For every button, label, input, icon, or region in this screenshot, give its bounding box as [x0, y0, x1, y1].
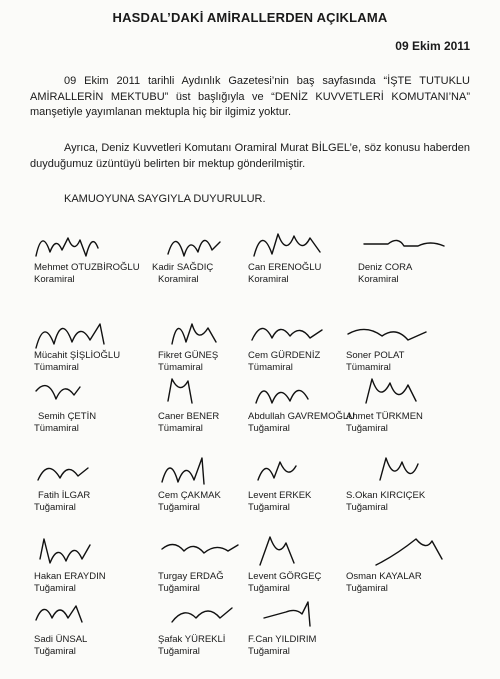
- signatory-rank: Tuğamiral: [34, 583, 76, 594]
- signature-entry: [358, 226, 500, 286]
- signature-stroke: [168, 379, 192, 403]
- signatory-rank: Tuğamiral: [248, 423, 290, 434]
- signature-stroke: [252, 328, 322, 340]
- signatory-rank: Tümamiral: [34, 423, 79, 434]
- signature-stroke: [36, 324, 104, 348]
- signatory-rank: Tümamiral: [34, 362, 79, 373]
- handwritten-signature: [34, 535, 144, 575]
- signature-entry: [346, 454, 496, 514]
- handwritten-signature: [346, 375, 456, 415]
- signature-stroke: [366, 379, 416, 403]
- signatory-rank: Tuğamiral: [248, 646, 290, 657]
- signatory-rank: Koramiral: [34, 274, 75, 285]
- handwritten-signature: [248, 598, 358, 638]
- signatory-rank: Tuğamiral: [248, 502, 290, 513]
- signature-stroke: [172, 324, 216, 344]
- signature-stroke: [172, 608, 232, 622]
- handwritten-signature: [34, 226, 144, 266]
- handwritten-signature: [34, 454, 144, 494]
- signatory-name: Ahmet TÜRKMEN: [346, 411, 423, 422]
- signature-entry: [346, 535, 496, 595]
- signature-stroke: [38, 468, 88, 480]
- document-title: HASDAL’DAKİ AMİRALLERDEN AÇIKLAMA: [112, 10, 388, 25]
- signatory-name: Caner BENER: [158, 411, 220, 422]
- signatory-name: Şafak YÜREKLİ: [158, 634, 226, 645]
- handwritten-signature: [34, 314, 144, 354]
- handwritten-signature: [248, 375, 358, 415]
- signatory-rank: Tuğamiral: [346, 583, 388, 594]
- signatory-rank: Tuğamiral: [34, 646, 76, 657]
- closing-line: KAMUOYUNA SAYGIYLA DUYURULUR.: [64, 193, 266, 205]
- paragraph-2: Ayrıca, Deniz Kuvvetleri Komutanı Oramiral Murat BİLGEL’e, söz konusu haberden duyduğumuz üzüntüyü belirten bir mektup gönderilmiştir.: [30, 142, 470, 170]
- signatory-rank: Tuğamiral: [34, 502, 76, 513]
- signatory-name: Levent ERKEK: [248, 490, 312, 501]
- signatory-rank: Tuğamiral: [248, 583, 290, 594]
- signature-stroke: [260, 537, 294, 565]
- signature-stroke: [168, 240, 220, 256]
- signature-entry: [346, 375, 496, 435]
- signatory-name: Can ERENOĞLU: [248, 262, 322, 273]
- paragraph-1: 09 Ekim 2011 tarihli Aydınlık Gazetesi’nin baş sayfasında “İŞTE TUTUKLU AMİRALLERİN MEKTUBU” üst başlığıyla ve “DENİZ KUVVETLERİ KOMUTANI’NA” manşetiyle yayımlanan mektupla hiç bir ilgimiz yoktur.: [30, 75, 470, 118]
- handwritten-signature: [248, 314, 358, 354]
- signatory-name: Kadir SAĞDIÇ: [152, 262, 214, 273]
- signatory-name: Turgay ERDAĞ: [158, 571, 224, 582]
- signature-stroke: [258, 462, 296, 480]
- signature-stroke: [40, 539, 90, 563]
- handwritten-signature: [248, 454, 358, 494]
- signatory-rank: Koramiral: [358, 274, 399, 285]
- signatory-rank: Tuğamiral: [158, 646, 200, 657]
- document-date: 09 Ekim 2011: [395, 39, 470, 53]
- signature-stroke: [162, 458, 204, 484]
- handwritten-signature: [248, 535, 358, 575]
- signature-stroke: [348, 329, 426, 340]
- signatory-name: Sadi ÜNSAL: [34, 634, 88, 645]
- signatory-name: Fikret GÜNEŞ: [158, 350, 219, 361]
- signature-stroke: [380, 458, 418, 480]
- signatory-name: Semih ÇETİN: [38, 411, 97, 422]
- signatory-name: Levent GÖRGEÇ: [248, 571, 322, 582]
- signatory-name: Fatih İLGAR: [38, 490, 91, 501]
- signatory-name: Cem GÜRDENİZ: [248, 350, 321, 361]
- signatory-rank: Tümamiral: [158, 423, 203, 434]
- signature-stroke: [364, 240, 444, 246]
- signature-stroke: [36, 386, 80, 399]
- handwritten-signature: [346, 454, 456, 494]
- signature-stroke: [162, 544, 238, 553]
- signature-stroke: [264, 602, 310, 626]
- signature-stroke: [254, 234, 320, 256]
- handwritten-signature: [34, 598, 144, 638]
- signatory-rank: Tuğamiral: [346, 502, 388, 513]
- signature-stroke: [376, 539, 442, 565]
- signature-entry: [248, 598, 398, 658]
- handwritten-signature: [358, 226, 468, 266]
- handwritten-signature: [34, 375, 144, 415]
- signatory-name: Deniz CORA: [358, 262, 413, 273]
- signatory-name: F.Can YILDIRIM: [248, 634, 317, 645]
- signature-stroke: [256, 390, 308, 403]
- signatory-name: Mehmet OTUZBİROĞLU: [34, 262, 140, 273]
- signature-entry: [346, 314, 496, 374]
- signatory-rank: Tümamiral: [346, 362, 391, 373]
- signatory-rank: Tümamiral: [248, 362, 293, 373]
- signatory-rank: Tuğamiral: [346, 423, 388, 434]
- signature-stroke: [36, 606, 82, 622]
- signatory-name: Cem ÇAKMAK: [158, 490, 221, 501]
- handwritten-signature: [248, 226, 358, 266]
- signatory-rank: Koramiral: [158, 274, 199, 285]
- signatory-rank: Tuğamiral: [158, 583, 200, 594]
- signatory-rank: Koramiral: [248, 274, 289, 285]
- signatory-name: Mücahit ŞİŞLİOĞLU: [34, 350, 121, 361]
- signature-stroke: [36, 238, 98, 256]
- handwritten-signature: [346, 314, 456, 354]
- signatory-name: Hakan ERAYDIN: [34, 571, 106, 582]
- signatory-rank: Tümamiral: [158, 362, 203, 373]
- signatory-rank: Tuğamiral: [158, 502, 200, 513]
- signatory-name: Abdullah GAVREMOĞLU: [248, 411, 356, 422]
- signatory-name: S.Okan KIRCIÇEK: [346, 490, 426, 501]
- signatory-name: Soner POLAT: [346, 350, 405, 361]
- signatory-name: Osman KAYALAR: [346, 571, 422, 582]
- handwritten-signature: [346, 535, 456, 575]
